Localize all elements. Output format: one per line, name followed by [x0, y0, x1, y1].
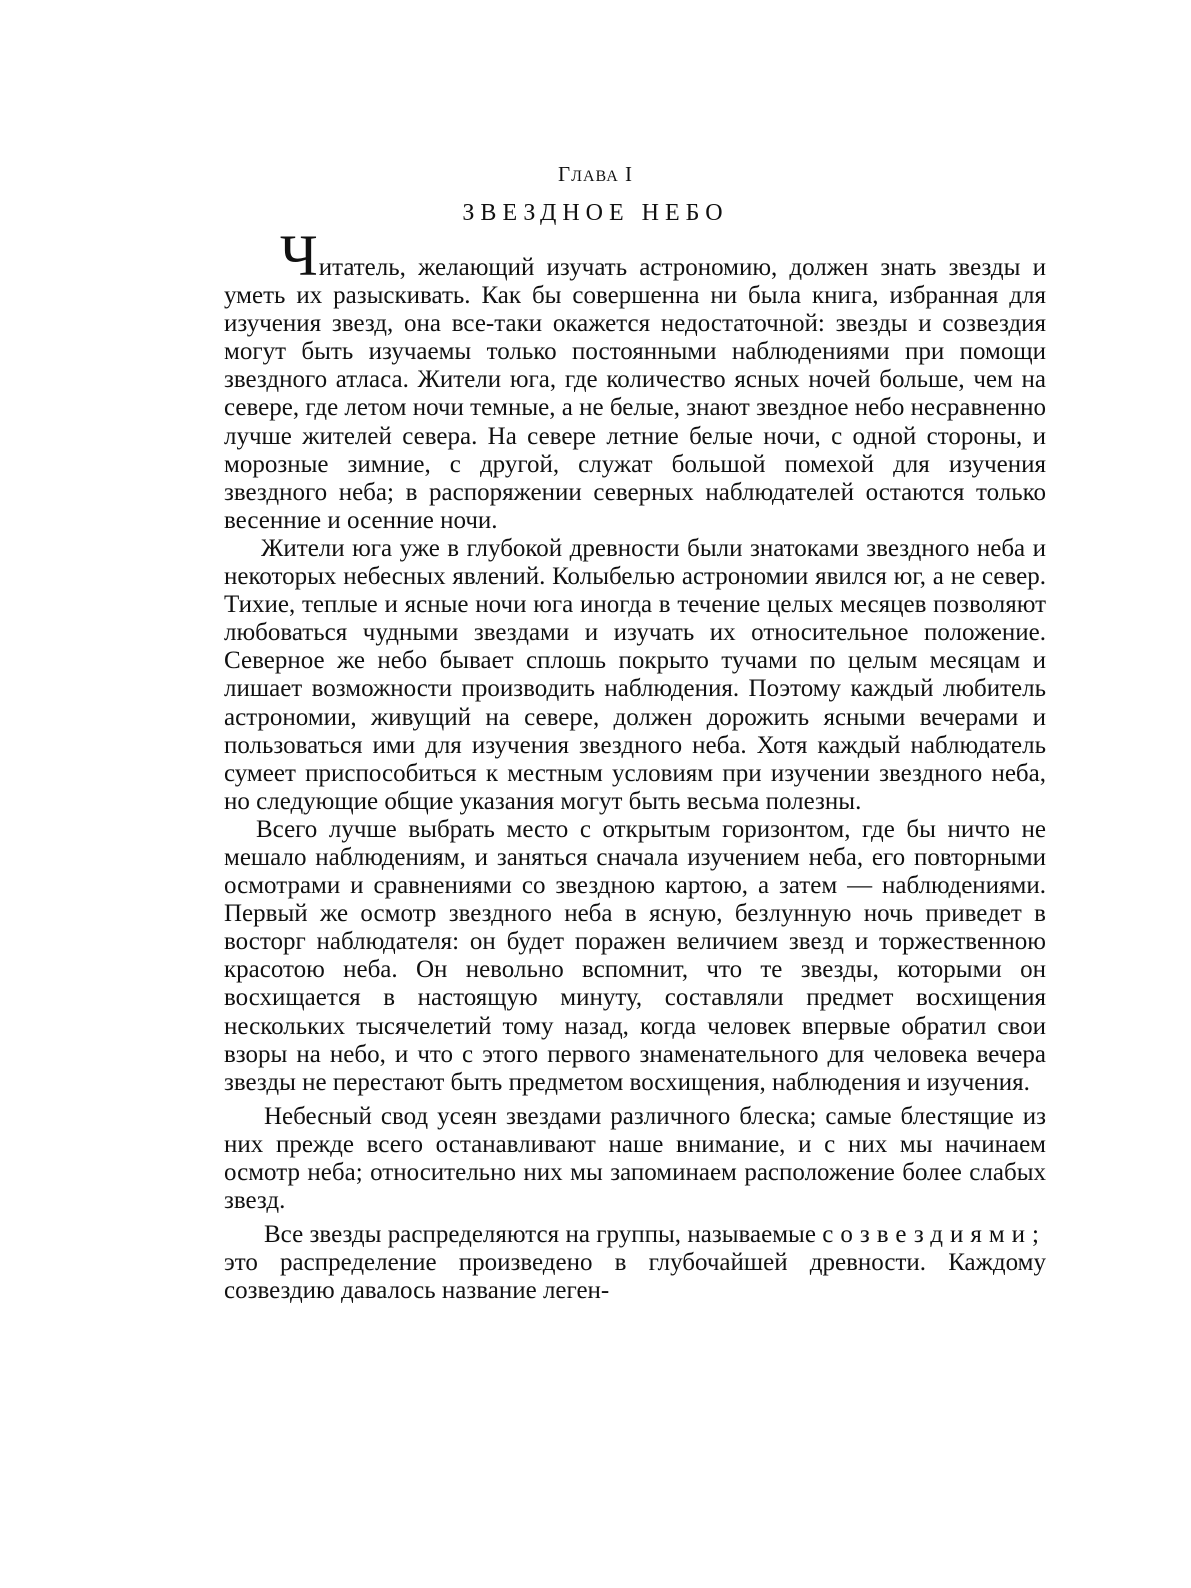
- paragraph-5-end: это распределение произведено в глубочайшей древности. Каждому созвездию давалось название леген-: [224, 1249, 1046, 1305]
- paragraph-2: Жители юга уже в глубокой древности были знатоками звездного неба и некоторых небесных явлений. Колыбелью астрономии явился юг, а не север. Тихие, теплые и ясные ночи юга иногда в течение целых месяцев позволяют любоваться чудными звездами и изучать их относительное положение. Северное же небо бывает сплошь покрыто тучами по целым месяцам и лишает возможности производить наблюдения. Поэтому каждый любитель астрономии, живущий на севере, должен дорожить ясными вечерами и пользоваться ими для изучения звездного неба. Хотя каждый наблюдатель сумеет приспособиться к местным условиям при изучении звездного неба, но следующие общие указания могут быть весьма полезны.: [224, 534, 1046, 815]
- chapter-number: I: [625, 162, 633, 186]
- paragraph-1-text: итатель, желающий изучать астрономию, должен знать звезды и уметь их разыскивать. Как бы совершенна ни была книга, избранная для изучения звезд, она все-таки окажется недостаточной: звезды и созвездия могут быть изучаемы только постоянными наблюдениями при помощи звездного атласа. Жители юга, где количество ясных ночей больше, чем на севере, где летом ночи темные, а не белые, знают звездное небо несравненно лучше жителей севера. На севере летние белые ночи, с одной стороны, и морозные зимние, с другой, служат большой помехой для изучения звездного неба; в распоряжении северных наблюдателей остаются только весенние и осенние ночи.: [224, 254, 1046, 534]
- paragraph-3: Всего лучше выбрать место с открытым горизонтом, где бы ничто не мешало наблюдениям, и заняться сначала изучением неба, его повторными осмотрами и сравнениями со звездною картою, а затем — наблюдениями. Первый же осмотр звездного неба в ясную, безлунную ночь приведет в восторг наблюдателя: он будет поражен величием звезд и торжественною красотою неба. Он невольно вспомнит, что те звезды, которыми он восхищается в настоящую минуту, составляли предмет восхищения нескольких тысячелетий тому назад, когда человек впервые обратил свои взоры на небо, и что с этого первого знаменательного для человека вечера звезды не перестают быть предметом восхищения, наблюдения и изучения.: [224, 815, 1046, 1096]
- paragraph-1: [224, 223, 1046, 535]
- chapter-heading: [0, 162, 1191, 187]
- emphasized-term: созвездиями;: [822, 1221, 1046, 1249]
- paragraph-5-start: Все звезды распределяются на группы, называемые: [264, 1221, 823, 1249]
- chapter-word: ЛАВА: [571, 168, 619, 185]
- paragraph-5: [224, 1221, 1046, 1305]
- chapter-title: ЗВЕЗДНОЕ НЕБО: [462, 200, 729, 226]
- chapter-prefix: Г: [557, 162, 572, 186]
- paragraph-4: Небесный свод усеян звездами различного блеска; самые блестящие из них прежде всего останавливают наше внимание, и с них мы начинаем осмотр неба; относительно них мы запоминаем расположение более слабых звезд.: [224, 1102, 1046, 1215]
- drop-cap: Ч: [280, 223, 318, 288]
- body-text: [224, 223, 1046, 1305]
